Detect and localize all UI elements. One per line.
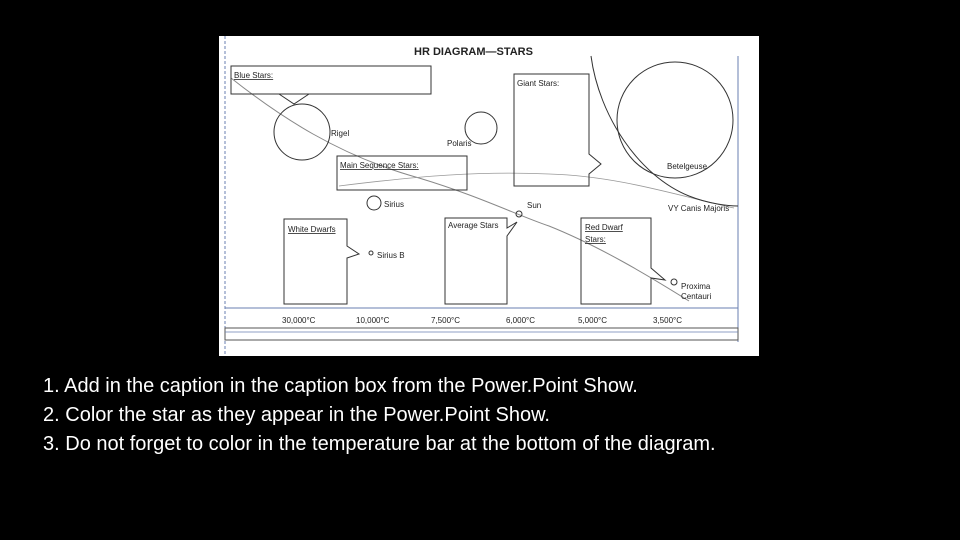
temp-label-7500: 7,500°C [431,316,460,325]
instruction-text: Add in the caption in the caption box from the Power.Point Show. [64,375,638,397]
giant-stars-label: Giant Stars: [517,79,560,88]
temperature-bar [225,328,738,340]
sun-label: Sun [527,201,542,210]
hr-diagram [219,36,759,356]
blue-stars-label: Blue Stars: [234,71,274,80]
red-dwarf-label-line1: Red Dwarf [585,223,623,232]
instructions-list [43,372,716,459]
temp-label-5000: 5,000°C [578,316,607,325]
white-dwarfs-label: White Dwarfs [288,225,336,234]
sirius-b-star [369,251,373,255]
betelgeuse-star [617,62,733,178]
average-stars-label: Average Stars [448,221,499,230]
instruction-number: 2. [43,404,60,426]
instruction-text: Color the star as they appear in the Power.Point Show. [65,404,550,426]
vy-canis-majoris-label: VY Canis Majoris [668,204,730,213]
rigel-label: Rigel [331,129,350,138]
instruction-number: 1. [43,375,60,397]
red-dwarf-label-line2: Stars: [585,235,606,244]
blue-stars-pointer [279,94,309,104]
instruction-number: 3. [43,433,60,455]
sirius-b-label: Sirius B [377,251,405,260]
average-stars-box [445,218,517,304]
temp-label-3500: 3,500°C [653,316,682,325]
instruction-item [43,430,716,459]
temp-label-6000: 6,000°C [506,316,535,325]
sirius-label: Sirius [384,200,405,209]
instruction-text: Do not forget to color in the temperature bar at the bottom of the diagram. [65,433,716,455]
instruction-item [43,372,716,401]
sirius-star [367,196,381,210]
polaris-label: Polaris [447,139,472,148]
temp-label-10000: 10,000°C [356,316,390,325]
proxima-label-line2: Centauri [681,292,712,301]
instruction-item [43,401,716,430]
temp-label-30000: 30,000°C [282,316,316,325]
diagram-title: HR DIAGRAM—STARS [414,46,533,58]
rigel-star [274,104,330,160]
proxima-centauri-star [671,279,677,285]
giant-stars-box [514,74,601,186]
hr-diagram-canvas [219,36,759,356]
proxima-label-line1: Proxima [681,282,711,291]
main-sequence-label: Main Sequence Stars: [340,161,419,170]
betelgeuse-label: Betelgeuse [667,162,708,171]
